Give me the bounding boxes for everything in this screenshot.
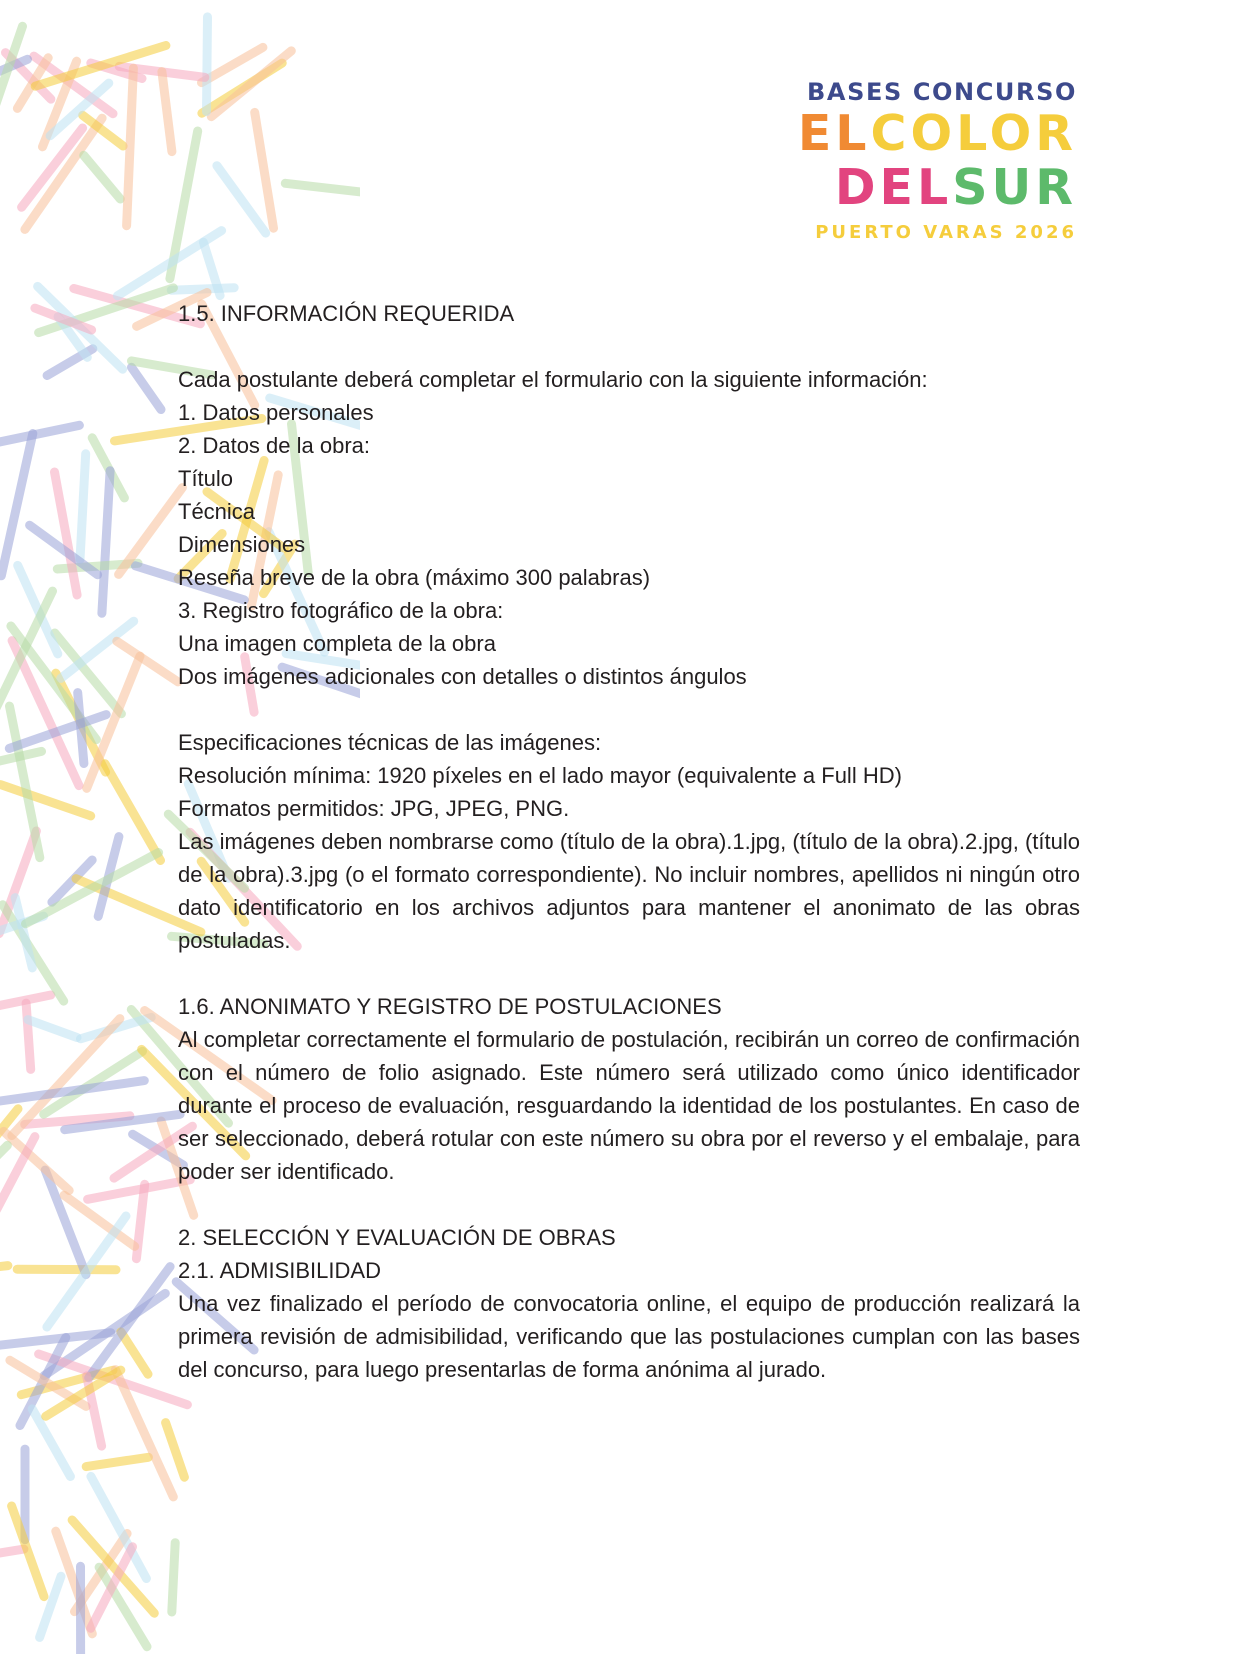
logo-line-del-sur: [787, 159, 1077, 216]
subsection-heading-2-1: 2.1. ADMISIBILIDAD: [178, 1258, 381, 1283]
logo-line-el-color: [787, 105, 1077, 162]
decor-stripe: [119, 488, 183, 575]
decor-stripe: [0, 591, 52, 708]
decor-stripe: [89, 1267, 170, 1378]
list-item: 3. Registro fotográfico de la obra:: [178, 598, 504, 623]
section-intro: Cada postulante deberá completar el formulario con la siguiente información:: [178, 367, 928, 392]
decor-stripe: [255, 112, 274, 228]
decor-stripe: [0, 425, 79, 453]
decor-stripe: [162, 72, 172, 152]
decor-stripe: [10, 706, 40, 858]
logo-subtitle: BASES CONCURSO: [807, 78, 1077, 106]
decor-stripe: [121, 1332, 148, 1374]
decor-stripe: [172, 1543, 175, 1612]
decor-stripe: [117, 641, 178, 682]
list-item: Título: [178, 466, 234, 491]
decor-stripe: [26, 1003, 31, 1069]
decor-stripe: [166, 1423, 185, 1478]
section-heading-1-5: 1.5. INFORMACIÓN REQUERIDA: [178, 301, 515, 326]
decor-stripe: [102, 471, 110, 614]
list-item: 2. Datos de la obra:: [178, 433, 371, 458]
decor-stripe: [211, 51, 291, 117]
decor-stripe: [28, 1020, 77, 1038]
spec-line: Especificaciones técnicas de las imágenes:: [178, 730, 602, 755]
anonymity-paragraph: Al completar correctamente el formulario de postulación, recibirán un correo de confirmación con el número de folio asignado. Este número será utilizado como único identificador durante el proceso de evaluación, resguardando la identidad de los postulantes. En caso de ser seleccionado, deberá rotular con este número su obra por el reverso y el embalaje, para poder ser identificado.: [178, 1027, 1080, 1184]
admissibility-paragraph: Una vez finalizado el período de convocatoria online, el equipo de producción realizará la primera revisión de admisibilidad, verificando que las postulaciones cumplan con las bases del concurso, para luego presentarlas de forma anónima al jurado.: [178, 1291, 1080, 1382]
decor-stripe: [84, 155, 121, 199]
decor-stripe: [217, 166, 266, 233]
logo-word-del: DEL: [834, 159, 953, 216]
decor-stripe: [285, 183, 360, 196]
decor-stripe: [0, 1549, 24, 1561]
decor-stripe: [80, 454, 86, 560]
decor-stripe: [55, 472, 78, 595]
naming-paragraph: Las imágenes deben nombrarse como (título de la obra).1.jpg, (título de la obra).2.jpg, (título de la obra).3.jpg (o el formato correspondiente). No incluir nombres, apellidos ni ningún otro dato identificatorio en los archivos adjuntos para mantener el anonimato de las obras postuladas.: [178, 829, 1080, 953]
document-body: [178, 297, 1080, 1386]
section-heading-2: 2. SELECCIÓN Y EVALUACIÓN DE OBRAS: [178, 1225, 616, 1250]
spec-line: Resolución mínima: 1920 píxeles en el lado mayor (equivalente a Full HD): [178, 763, 902, 788]
logo-location-year: PUERTO VARAS 2026: [815, 222, 1077, 243]
spec-line: Formatos permitidos: JPG, JPEG, PNG.: [178, 796, 570, 821]
list-item: Una imagen completa de la obra: [178, 631, 496, 656]
logo-word-el: EL: [797, 105, 871, 162]
logo-word-color: COLOR: [870, 105, 1077, 162]
logo-word-sur: SUR: [952, 159, 1077, 216]
decor-stripe: [0, 1266, 8, 1273]
section-heading-1-6: 1.6. ANONIMATO Y REGISTRO DE POSTULACIONES: [178, 994, 722, 1019]
list-item: 1. Datos personales: [178, 400, 374, 425]
decor-stripe: [17, 1269, 116, 1270]
list-item: Reseña breve de la obra (máximo 300 palabras): [178, 565, 651, 590]
contest-logo: [787, 78, 1077, 243]
list-item: Dimensiones: [178, 532, 306, 557]
decor-stripe: [127, 68, 134, 226]
decor-stripe: [0, 26, 23, 134]
decor-stripe: [86, 1457, 148, 1466]
decor-stripe: [132, 367, 162, 409]
decor-stripe: [1, 434, 33, 576]
list-item: Dos imágenes adicionales con detalles o distintos ángulos: [178, 664, 747, 689]
decor-stripe: [25, 118, 102, 229]
list-item: Técnica: [178, 499, 256, 524]
decor-stripe: [32, 1409, 70, 1477]
decor-stripe: [207, 17, 208, 112]
